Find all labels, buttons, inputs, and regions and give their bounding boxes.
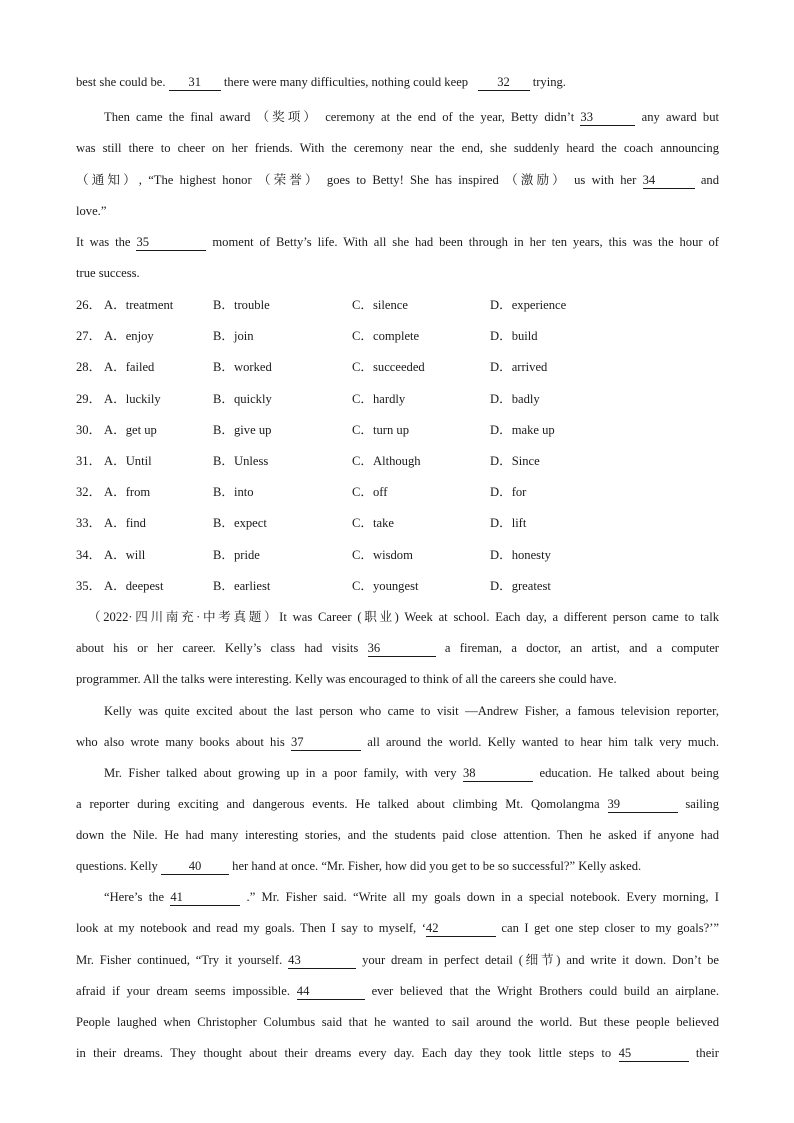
text-span: look at my notebook and read my goals. Then I say to myself, ‘: [76, 921, 426, 935]
text-span: their: [695, 1046, 720, 1060]
option-a[interactable]: A．Until: [104, 454, 152, 468]
option-c[interactable]: C．Although: [352, 454, 421, 468]
option-c[interactable]: C．take: [352, 516, 394, 531]
option-d[interactable]: D．build: [490, 329, 538, 344]
option-b[interactable]: B．worked: [213, 360, 272, 375]
answer-blank-44[interactable]: 44: [297, 983, 365, 1000]
option-d[interactable]: D．Since: [490, 454, 540, 468]
question-number: 29．: [76, 391, 102, 406]
text-span: a reporter during exciting and dangerous events. He talked about climbing Mt. Qomolangma: [76, 797, 600, 811]
passage-line: [104, 763, 719, 783]
text-span: sailing: [685, 797, 719, 811]
text-span: “Here’s the: [104, 890, 165, 904]
option-c[interactable]: C．turn up: [352, 422, 410, 437]
option-b[interactable]: B．into: [213, 485, 254, 500]
answer-blank-42[interactable]: 42: [426, 920, 496, 937]
option-c[interactable]: C．succeeded: [352, 360, 425, 375]
passage-line: [76, 981, 719, 1001]
answer-blank-38[interactable]: 38: [463, 765, 533, 782]
text-span: your dream in perfect detail (细节) and write it down. Don’t be: [362, 953, 719, 967]
passage-line: [76, 950, 719, 970]
option-b[interactable]: B．give up: [213, 422, 272, 437]
text-span: trying.: [532, 75, 566, 89]
passage-line: was still there to cheer on her friends. With the ceremony near the end, she suddenly heard the coach announcing: [76, 141, 719, 155]
text-span: Then came the final award （奖项） ceremony at the end of the year, Betty didn’t: [104, 110, 575, 124]
option-d[interactable]: D．honesty: [490, 547, 551, 562]
passage-line: [76, 1043, 719, 1063]
passage-line: [76, 732, 719, 752]
text-span: It was the: [76, 235, 131, 249]
answer-blank-41[interactable]: 41: [170, 889, 240, 906]
text-span: Mr. Fisher continued, “Try it yourself.: [76, 953, 283, 967]
answer-blank-43[interactable]: 43: [288, 952, 356, 969]
option-b[interactable]: B．trouble: [213, 298, 270, 312]
option-d[interactable]: D．greatest: [490, 578, 551, 593]
text-span: and: [700, 173, 720, 187]
passage-line: [76, 72, 719, 92]
answer-blank-31[interactable]: 31: [169, 74, 221, 91]
option-b[interactable]: B．earliest: [213, 578, 271, 593]
answer-blank-36[interactable]: 36: [368, 640, 436, 657]
option-d[interactable]: D．experience: [490, 298, 567, 312]
option-c[interactable]: C．complete: [352, 329, 420, 344]
option-c[interactable]: C．hardly: [352, 391, 406, 406]
text-span: who also wrote many books about his: [76, 735, 285, 749]
passage-line: [104, 887, 719, 907]
option-b[interactable]: B．join: [213, 329, 254, 344]
passage-line: [76, 638, 719, 658]
answer-blank-34[interactable]: 34: [643, 172, 695, 189]
passage-line: true success.: [76, 266, 140, 280]
text-span: education. He talked about being: [539, 766, 719, 780]
passage-line: [76, 232, 719, 252]
question-number: 30．: [76, 422, 102, 437]
text-span: questions. Kelly: [76, 859, 158, 873]
option-b[interactable]: B．Unless: [213, 454, 269, 468]
question-number: 26．: [76, 298, 102, 312]
text-span: her hand at once. “Mr. Fisher, how did you get to be so successful?” Kelly asked.: [232, 859, 642, 873]
option-a[interactable]: A．treatment: [104, 298, 174, 312]
text-span: moment of Betty’s life. With all she had been through in her ten years, this was the hour of: [212, 235, 719, 249]
option-b[interactable]: B．expect: [213, 516, 267, 531]
option-a[interactable]: A．find: [104, 516, 146, 531]
option-c[interactable]: C．silence: [352, 298, 408, 312]
option-a[interactable]: A．enjoy: [104, 329, 154, 344]
option-a[interactable]: A．deepest: [104, 578, 164, 593]
passage-line: Kelly was quite excited about the last person who came to visit —Andrew Fisher, a famous television reporter,: [104, 704, 719, 718]
question-number: 32．: [76, 485, 102, 500]
passage-line: down the Nile. He had many interesting stories, and the students paid close attention. Then he asked if anyone had: [76, 828, 719, 842]
option-d[interactable]: D．arrived: [490, 360, 548, 375]
passage-line: （2022·四川南充·中考真题）It was Career (职业) Week at school. Each day, a different person came to talk: [88, 610, 719, 624]
answer-blank-45[interactable]: 45: [619, 1045, 689, 1062]
option-a[interactable]: A．will: [104, 547, 146, 562]
text-span: afraid if your dream seems impossible.: [76, 984, 291, 998]
option-d[interactable]: D．lift: [490, 516, 527, 531]
passage-line: programmer. All the talks were interesting. Kelly was encouraged to think of all the careers she could have.: [76, 672, 617, 686]
question-number: 34．: [76, 547, 102, 562]
text-span: about his or her career. Kelly’s class had visits: [76, 641, 359, 655]
text-span: Mr. Fisher talked about growing up in a poor family, with very: [104, 766, 457, 780]
passage-line: [76, 794, 719, 814]
passage-line: [104, 107, 719, 127]
passage-line: [76, 170, 719, 190]
passage-line: People laughed when Christopher Columbus said that he wanted to sail around the world. But these people believed: [76, 1015, 719, 1029]
option-d[interactable]: D．for: [490, 485, 527, 500]
option-a[interactable]: A．from: [104, 485, 151, 500]
answer-blank-37[interactable]: 37: [291, 734, 361, 751]
option-b[interactable]: B．quickly: [213, 391, 272, 406]
option-a[interactable]: A．get up: [104, 422, 157, 437]
option-a[interactable]: A．failed: [104, 360, 155, 375]
option-a[interactable]: A．luckily: [104, 391, 161, 406]
text-span: all around the world. Kelly wanted to hear him talk very much.: [367, 735, 719, 749]
text-span: a fireman, a doctor, an artist, and a computer: [444, 641, 719, 655]
passage-line: [76, 918, 719, 938]
option-c[interactable]: C．wisdom: [352, 547, 413, 562]
answer-blank-39[interactable]: 39: [608, 796, 678, 813]
question-number: 27．: [76, 329, 102, 344]
text-span: can I get one step closer to my goals?’”: [501, 921, 719, 935]
passage-line: love.”: [76, 204, 107, 218]
option-d[interactable]: D．badly: [490, 391, 540, 406]
option-d[interactable]: D．make up: [490, 422, 555, 437]
option-c[interactable]: C．off: [352, 485, 388, 500]
answer-blank-33[interactable]: 33: [580, 109, 635, 126]
text-span: any award but: [641, 110, 719, 124]
option-b[interactable]: B．pride: [213, 547, 260, 562]
question-number: 31．: [76, 454, 102, 468]
text-span: .” Mr. Fisher said. “Write all my goals down in a special notebook. Every morning, I: [246, 890, 719, 904]
answer-blank-40[interactable]: 40: [161, 858, 229, 875]
question-number: 33．: [76, 516, 102, 531]
text-span: there were many difficulties, nothing could keep: [223, 75, 469, 89]
option-c[interactable]: C．youngest: [352, 578, 419, 593]
text-span: ever believed that the Wright Brothers could build an airplane.: [371, 984, 719, 998]
answer-blank-32[interactable]: 32: [478, 74, 530, 91]
text-span: （通知）, “The highest honor （荣誉） goes to Betty! She has inspired （激励） us with her: [76, 173, 637, 187]
passage-line: [76, 856, 719, 876]
question-number: 35．: [76, 578, 102, 593]
answer-blank-35[interactable]: 35: [136, 234, 206, 251]
text-span: best she could be.: [76, 75, 166, 89]
text-span: in their dreams. They thought about their dreams every day. Each day they took little steps to: [76, 1046, 612, 1060]
question-number: 28．: [76, 360, 102, 375]
